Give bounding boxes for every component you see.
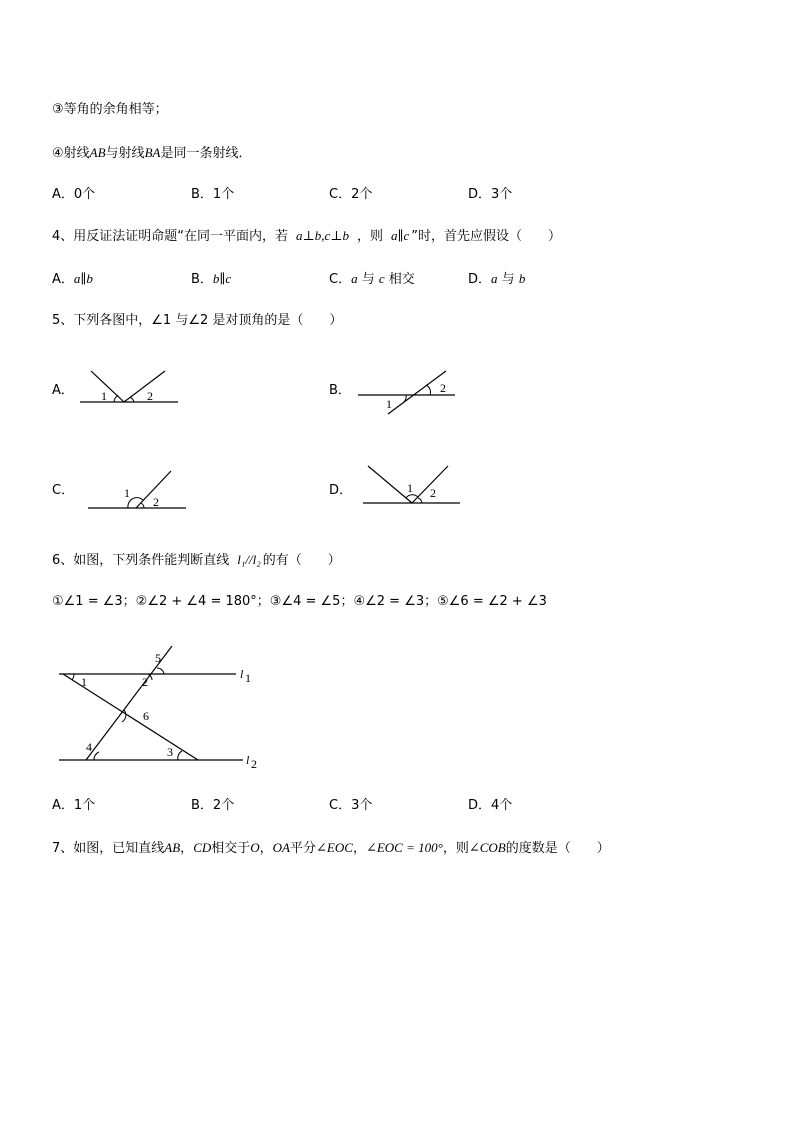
statement-3: ③等角的余角相等；	[52, 102, 168, 117]
fig-a-angle-1: 1	[101, 389, 107, 403]
q6-option-b[interactable]: B．2个	[191, 798, 235, 813]
fig-d-angle-2: 2	[430, 486, 436, 500]
q6-arc-5	[157, 668, 164, 674]
q4-conclusion: a∥c	[391, 228, 410, 243]
q6-conditions: ①∠1 = ∠3；②∠2 + ∠4 = 180°；③∠4 = ∠5；④∠2 = ∠3；⑤∠6 = ∠2 + ∠3	[52, 594, 547, 609]
q6-label-l1: l	[240, 667, 244, 681]
q7-ray-oa: OA	[272, 840, 291, 855]
q6-option-d[interactable]: D．4个	[468, 798, 513, 813]
q7-line-cd: CD	[193, 840, 212, 855]
q3-option-d[interactable]: D．3个	[468, 187, 513, 202]
q4-option-b-label: B．	[191, 272, 213, 287]
q6-option-c[interactable]: C．3个	[329, 798, 373, 813]
q5-option-a-label[interactable]: A．	[52, 383, 74, 398]
q6-stem-suffix: 的有（ ）	[262, 553, 341, 568]
q4-option-a-label: A．	[52, 272, 74, 287]
q6-angle-1: 1	[81, 675, 87, 689]
q6-label-l2: l	[246, 753, 250, 767]
fig-c-angle-2: 2	[153, 495, 159, 509]
ray-ba: BA	[144, 145, 161, 160]
q4-prefix: 4、用反证法证明命题“在同一平面内，若	[52, 229, 289, 244]
q3-option-b[interactable]: B．1个	[191, 187, 235, 202]
q4-option-c-c: c	[378, 271, 385, 286]
q7-sep: ，	[180, 841, 194, 856]
q6-angle-5: 5	[155, 651, 161, 665]
q6-angle-3: 3	[167, 745, 173, 759]
q4-option-c-post: 相交	[388, 272, 415, 287]
fig-a-angle-2: 2	[147, 389, 153, 403]
q7-mid3: 平分	[290, 841, 317, 856]
q7-suffix: 的度数是（ ）	[505, 841, 610, 856]
q6-stem-prefix: 6、如图，下列条件能判断直线	[52, 553, 230, 568]
fig-d-angle-1: 1	[407, 481, 413, 495]
q4-option-c-mid: 与	[361, 272, 375, 287]
q7-stem	[52, 840, 610, 857]
q5-option-c-label[interactable]: C．	[52, 483, 75, 498]
q3-option-a[interactable]: A．0个	[52, 187, 96, 202]
q4-option-b-math: b∥c	[212, 271, 232, 286]
q6-arc-3	[178, 751, 182, 760]
q5-stem: 5、下列各图中，∠1 与∠2 是对顶角的是（ ）	[52, 313, 343, 328]
q6-angle-4: 4	[86, 740, 92, 754]
q6-arc-1	[72, 674, 74, 680]
q7-angle-eoc: ∠EOC	[316, 840, 353, 855]
q3-option-c[interactable]: C．2个	[329, 187, 373, 202]
q7-mid5: ，则	[442, 841, 469, 856]
ray-ab: AB	[89, 145, 106, 160]
q4-option-d-label: D．	[468, 272, 492, 287]
q5-option-b-label[interactable]: B．	[329, 383, 351, 398]
q5-option-d-label[interactable]: D．	[329, 483, 353, 498]
q7-mid2: ，	[259, 841, 273, 856]
fig-b-angle-2: 2	[440, 381, 446, 395]
q6-arc-4	[94, 752, 99, 760]
q6-label-l1-sub: 1	[245, 671, 251, 685]
q6-stem-math: l₁//l₂	[237, 552, 261, 567]
statement-4-suffix: 是同一条射线．	[160, 146, 252, 161]
q7-line-ab: AB	[164, 840, 181, 855]
fig-b-angle-1: 1	[386, 397, 392, 411]
q4-option-c-label: C．	[329, 272, 352, 287]
q6-angle-2: 2	[142, 675, 148, 689]
q4-condition: a⊥b,c⊥b	[296, 228, 349, 243]
q7-prefix: 7、如图，已知直线	[52, 841, 165, 856]
statement-4-prefix: ④射线	[52, 146, 90, 161]
q4-option-d-a: a	[491, 271, 498, 286]
q7-mid4: ，	[352, 841, 366, 856]
q4-option-d-b: b	[518, 271, 526, 286]
q7-angle-eoc-value: ∠EOC = 100°	[365, 840, 443, 855]
q6-angle-6: 6	[143, 709, 149, 723]
q4-option-a-math: a∥b	[73, 271, 93, 286]
q4-suffix: ”时，首先应假设（ ）	[411, 229, 562, 244]
q7-point-o: O	[250, 840, 260, 855]
q4-option-c-a: a	[351, 271, 358, 286]
q7-angle-cob: ∠COB	[468, 840, 506, 855]
q4-mid: ，则	[357, 229, 384, 244]
q6-option-a[interactable]: A．1个	[52, 798, 96, 813]
fig-c-angle-1: 1	[124, 486, 130, 500]
q4-option-d-mid: 与	[501, 272, 515, 287]
q6-label-l2-sub: 2	[251, 757, 257, 771]
statement-4-mid: 与射线	[105, 146, 145, 161]
q7-mid1: 相交于	[211, 841, 251, 856]
